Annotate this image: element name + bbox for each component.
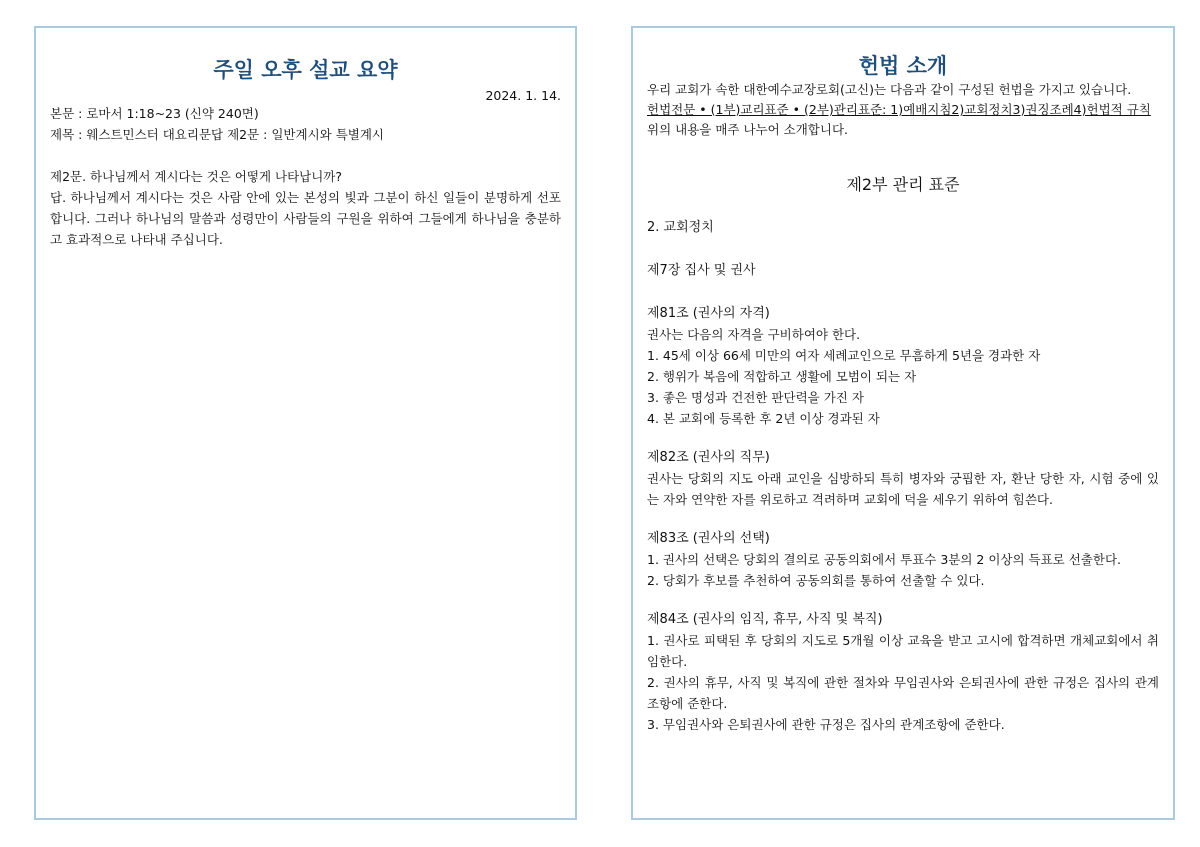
article-82 [647, 447, 1159, 510]
part-subtitle: 제2부 관리 표준 [846, 175, 960, 194]
intro-line: 위의 내용을 매주 나누어 소개합니다. [647, 122, 848, 137]
article-line: 권사는 다음의 자격을 구비하여야 한다. [647, 327, 861, 342]
spacer [50, 145, 561, 166]
constitution-intro [647, 80, 1159, 140]
article-83 [647, 528, 1159, 591]
article-line: 1. 권사의 선택은 당회의 결의로 공동의회에서 투표수 3분의 2 이상의 득표로 선출한다. [647, 552, 1121, 567]
article-81 [647, 303, 1159, 429]
article-line: 권사는 당회의 지도 아래 교인을 심방하되 특히 병자와 궁핍한 자, 환난 당한 자, 시험 중에 있는 자와 연약한 자를 위로하고 격려하며 교회에 덕을 세우기 위하여 힘쓴다. [647, 471, 1159, 507]
article-heading: 제82조 (권사의 직무) [647, 450, 770, 465]
section-heading: 2. 교회정치 [647, 220, 714, 235]
article-line: 3. 무임권사와 은퇴권사에 관한 규정은 집사의 관계조항에 준한다. [647, 717, 1005, 732]
catechism-answer: 답. 하나님께서 계시다는 것은 사람 안에 있는 본성의 빛과 그분이 하신 일들이 분명하게 선포합니다. 그러나 하나님의 말씀과 성령만이 사람들의 구원을 위하여 그들에게 하나님을 충분하고 효과적으로 나타내 주십니다. [50, 190, 561, 247]
constitution-title: 헌법 소개 [858, 54, 948, 78]
sermon-summary-title: 주일 오후 설교 요약 [213, 58, 398, 82]
article-line: 4. 본 교회에 등록한 후 2년 이상 경과된 자 [647, 411, 880, 426]
sermon-date: 2024. 1. 14. [485, 88, 561, 103]
article-heading: 제83조 (권사의 선택) [647, 531, 770, 546]
constitution-structure: 헌법전문 • (1부)교리표준 • (2부)관리표준: 1)예배지침2)교회정치3)권징조례4)헌법적 규칙 [647, 102, 1151, 117]
constitution-panel [631, 26, 1175, 820]
catechism-question: 제2문. 하나님께서 계시다는 것은 어떻게 나타납니까? [50, 169, 343, 184]
article-84 [647, 609, 1159, 735]
chapter-heading: 제7장 집사 및 권사 [647, 263, 756, 278]
sermon-summary-panel [34, 26, 577, 820]
article-line: 3. 좋은 명성과 건전한 판단력을 가진 자 [647, 390, 864, 405]
intro-line: 우리 교회가 속한 대한예수교장로회(고신)는 다음과 같이 구성된 헌법을 가지고 있습니다. [647, 82, 1132, 97]
article-heading: 제84조 (권사의 임직, 휴무, 사직 및 복직) [647, 612, 883, 627]
article-line: 2. 당회가 후보를 추천하여 공동의회를 통하여 선출할 수 있다. [647, 573, 985, 588]
article-heading: 제81조 (권사의 자격) [647, 306, 770, 321]
article-line: 2. 권사의 휴무, 사직 및 복직에 관한 절차와 무임권사와 은퇴권사에 관한 규정은 집사의 관계조항에 준한다. [647, 675, 1159, 711]
article-line: 2. 행위가 복음에 적합하고 생활에 모범이 되는 자 [647, 369, 917, 384]
sermon-title: 제목 : 웨스트민스터 대요리문답 제2문 : 일반계시와 특별계시 [50, 127, 384, 142]
article-line: 1. 권사로 피택된 후 당회의 지도로 5개월 이상 교육을 받고 고시에 합격하면 개체교회에서 취임한다. [647, 633, 1159, 669]
article-line: 1. 45세 이상 66세 미만의 여자 세례교인으로 무흠하게 5년을 경과한 자 [647, 348, 1041, 363]
scripture-reference: 본문 : 로마서 1:18~23 (신약 240면) [50, 106, 259, 121]
